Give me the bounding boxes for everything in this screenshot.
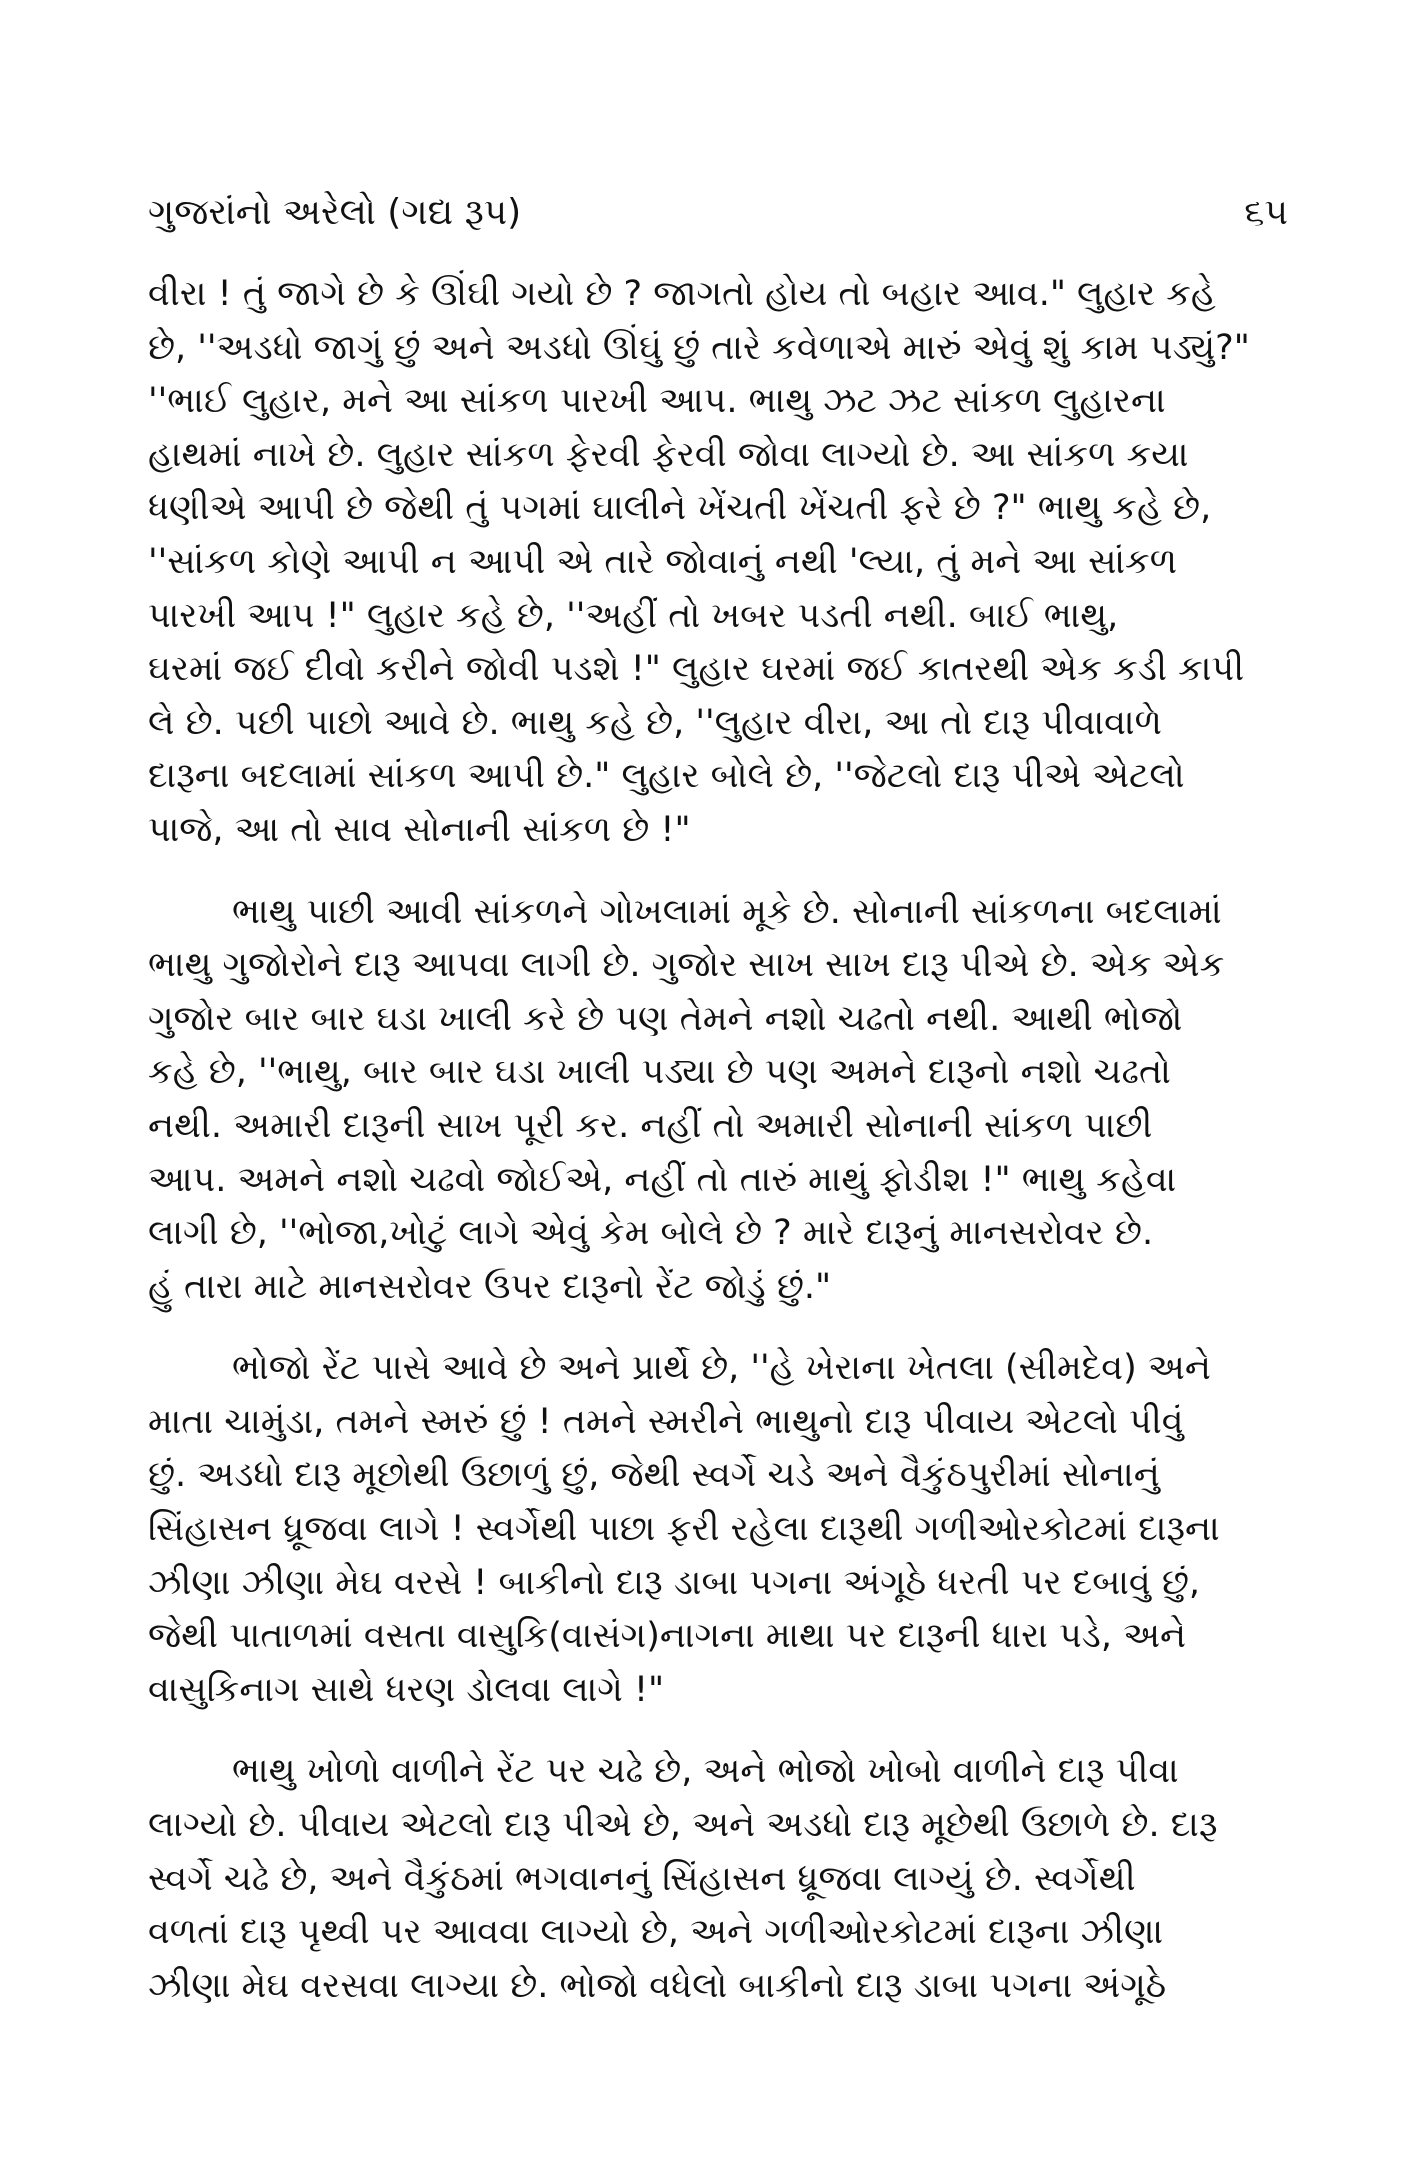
text-line: નથી. અમારી દારૂની સાખ પૂરી કર. નહીં તો અમારી સોનાની સાંકળ પાછી	[148, 1105, 1153, 1146]
body-text	[148, 268, 1288, 2013]
text-line: વળતાં દારૂ પૃથ્વી પર આવવા લાગ્યો છે, અને ગળીઓરકોટમાં દારૂના ઝીણા	[148, 1912, 1164, 1953]
text-line: ઘરમાં જઈ દીવો કરીને જોવી પડશે !" લુહાર ઘરમાં જઈ કાતરથી એક કડી કાપી	[148, 649, 1245, 690]
text-line: ભાથુ ખોળો વાળીને રેંટ પર ચઢે છે, અને ભોજો ખોબો વાળીને દારૂ પીવા	[232, 1751, 1179, 1792]
text-line: લાગી છે, ''ભોજા,ખોટું લાગે એવું કેમ બોલે છે ? મારે દારૂનું માનસરોવર છે.	[148, 1213, 1154, 1254]
running-title: ગુજરાંનો અરેલો (ગદ્ય રૂપ)	[148, 192, 522, 233]
text-line: હું તારા માટે માનસરોવર ઉપર દારૂનો રેંટ જોડું છું."	[148, 1266, 832, 1307]
text-line: લાગ્યો છે. પીવાય એટલો દારૂ પીએ છે, અને અડધો દારૂ મૂછેથી ઉછાળે છે. દારૂ	[148, 1805, 1218, 1846]
text-line: ''સાંકળ કોણે આપી ન આપી એ તારે જોવાનું નથી 'લ્યા, તું મને આ સાંકળ	[148, 541, 1178, 582]
text-line: હાથમાં નાખે છે. લુહાર સાંકળ ફેરવી ફેરવી જોવા લાગ્યો છે. આ સાંકળ કયા	[148, 434, 1189, 475]
text-line: પારખી આપ !" લુહાર કહે છે, ''અહીં તો ખબર પડતી નથી. બાઈ ભાથુ,	[148, 595, 1119, 636]
text-line: વાસુકિનાગ સાથે ધરણ ડોલવા લાગે !"	[148, 1669, 665, 1710]
text-line: ભોજો રેંટ પાસે આવે છે અને પ્રાર્થે છે, ''હે ખેરાના ખેતલા (સીમદેવ) અને	[232, 1348, 1211, 1389]
text-line: ગુજોર બાર બાર ઘડા ખાલી કરે છે પણ તેમને નશો ચઢતો નથી. આથી ભોજો	[148, 998, 1183, 1039]
paragraph	[148, 886, 1288, 1315]
paragraph	[148, 1745, 1288, 2013]
text-line: સિંહાસન ધ્રૂજવા લાગે ! સ્વર્ગેથી પાછા ફરી રહેલા દારૂથી ગળીઓરકોટમાં દારૂના	[148, 1509, 1220, 1550]
text-line: પાજે, આ તો સાવ સોનાની સાંકળ છે !"	[148, 809, 691, 850]
text-line: ઝીણા ઝીણા મેઘ વરસે ! બાકીનો દારૂ ડાબા પગના અંગૂઠે ધરતી પર દબાવું છું,	[148, 1562, 1201, 1603]
text-line: કહે છે, ''ભાથુ, બાર બાર ઘડા ખાલી પડ્યા છે પણ અમને દારૂનો નશો ચઢતો	[148, 1052, 1171, 1093]
text-line: છે, ''અડધો જાગું છું અને અડધો ઊંઘું છું તારે કવેળાએ મારું એવું શું કામ પડ્યું?"	[148, 327, 1250, 368]
text-line: આપ. અમને નશો ચઢવો જોઈએ, નહીં તો તારું માથું ફોડીશ !" ભાથુ કહેવા	[148, 1159, 1177, 1200]
page-number: ૬૫	[1244, 192, 1288, 233]
text-line: ઝીણા મેઘ વરસવા લાગ્યા છે. ભોજો વધેલો બાકીનો દારૂ ડાબા પગના અંગૂઠે	[148, 1965, 1167, 2006]
text-line: વીરા ! તું જાગે છે કે ઊંઘી ગયો છે ? જાગતો હોય તો બહાર આવ." લુહાર કહે	[148, 274, 1216, 314]
running-header	[148, 183, 1288, 243]
text-line: છું. અડધો દારૂ મૂછોથી ઉછાળું છું, જેથી સ્વર્ગે ચડે અને વૈકુંઠપુરીમાં સોનાનું	[148, 1455, 1160, 1496]
paragraph	[148, 1342, 1288, 1717]
text-line: ભાથુ ગુજોરોને દારૂ આપવા લાગી છે. ગુજોર સાખ સાખ દારૂ પીએ છે. એક એક	[148, 945, 1225, 986]
text-line: ધણીએ આપી છે જેથી તું પગમાં ઘાલીને ખેંચતી ખેંચતી ફરે છે ?" ભાથુ કહે છે,	[148, 488, 1212, 529]
text-line: માતા ચામુંડા, તમને સ્મરું છું ! તમને સ્મરીને ભાથુનો દારૂ પીવાય એટલો પીવું	[148, 1401, 1184, 1442]
text-line: જેથી પાતાળમાં વસતા વાસુકિ(વાસંગ)નાગના માથા પર દારૂની ધારા પડે, અને	[148, 1616, 1187, 1657]
text-line: ભાથુ પાછી આવી સાંકળને ગોખલામાં મૂકે છે. સોનાની સાંકળના બદલામાં	[232, 891, 1222, 932]
paragraph	[148, 268, 1288, 858]
text-line: ''ભાઈ લુહાર, મને આ સાંકળ પારખી આપ. ભાથુ ઝટ ઝટ સાંકળ લુહારના	[148, 381, 1166, 422]
text-line: લે છે. પછી પાછો આવે છે. ભાથુ કહે છે, ''લુહાર વીરા, આ તો દારૂ પીવાવાળે	[148, 702, 1162, 743]
text-line: સ્વર્ગે ચઢે છે, અને વૈકુંઠમાં ભગવાનનું સિંહાસન ધ્રૂજવા લાગ્યું છે. સ્વર્ગેથી	[148, 1858, 1136, 1899]
text-line: દારૂના બદલામાં સાંકળ આપી છે." લુહાર બોલે છે, ''જેટલો દારૂ પીએ એટલો	[148, 756, 1185, 797]
